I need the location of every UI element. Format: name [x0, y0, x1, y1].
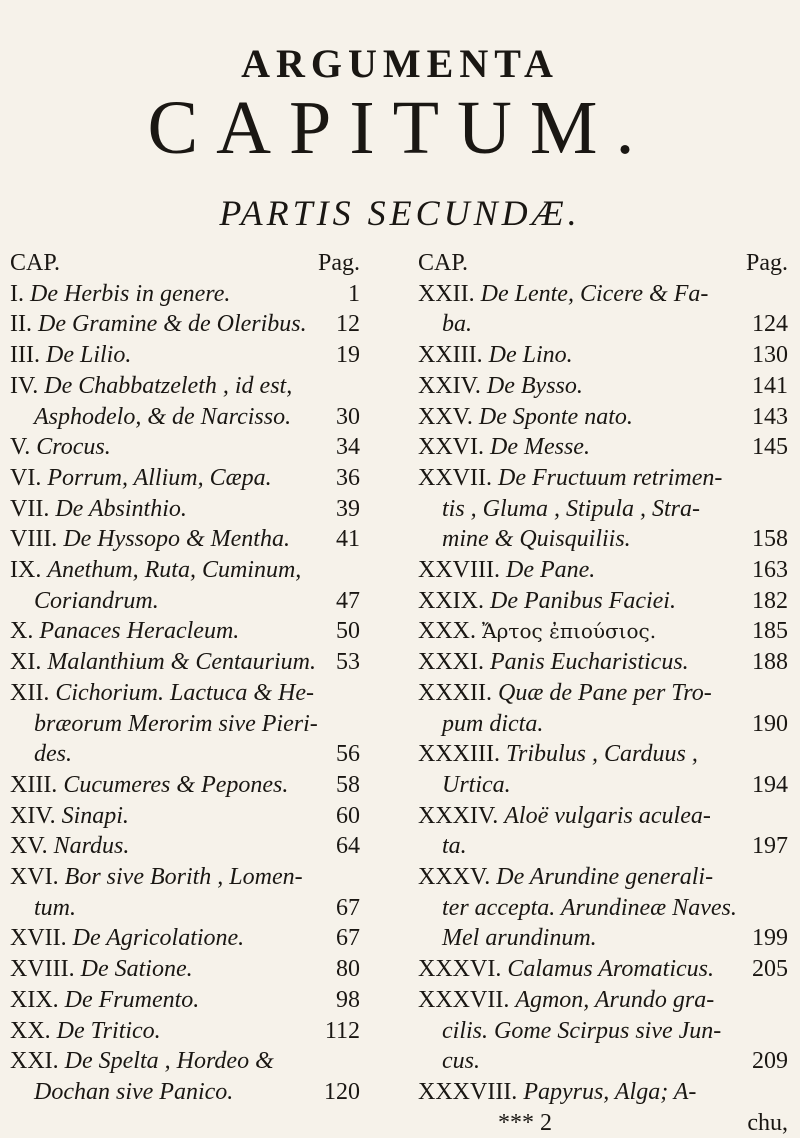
toc-entry-line — [10, 862, 360, 893]
right-column-header — [418, 248, 788, 279]
chapter-title: De Messe. — [490, 434, 590, 461]
chapter-title: mine & Quisquiliis. — [442, 526, 631, 553]
chapter-title: ta. — [442, 833, 467, 860]
toc-entry-line — [10, 616, 360, 647]
chapter-title: De Gramine & de Oleribus. — [37, 311, 307, 338]
page-number: 58 — [336, 771, 360, 798]
toc-entry — [10, 678, 360, 770]
chapter-number: XXXIV. — [418, 802, 499, 829]
toc-entry — [418, 616, 788, 647]
toc-entry-line — [418, 739, 788, 770]
chapter-title: bræorum Merorim sive Pieri- — [34, 710, 318, 737]
toc-entry-line — [418, 1077, 788, 1108]
toc-entry — [418, 801, 788, 862]
toc-entry — [418, 985, 788, 1077]
page-number: 30 — [336, 403, 360, 430]
chapter-title: De Tritico. — [56, 1017, 161, 1044]
chapter-title: Porrum, Allium, Cæpa. — [47, 464, 272, 491]
toc-entry-line — [10, 647, 360, 678]
toc-entry — [10, 770, 360, 801]
chapter-number: XI. — [10, 649, 42, 676]
toc-entry-line — [10, 739, 360, 770]
chapter-title: Panis Eucharisticus. — [490, 649, 689, 676]
page-number: 53 — [336, 649, 360, 676]
page-number: 143 — [752, 403, 788, 430]
page-number: 1 — [348, 280, 360, 307]
left-column-header — [10, 248, 360, 279]
title-argumenta: ARGUMENTA — [241, 41, 559, 86]
toc-entry-line — [418, 709, 788, 740]
page-number: 19 — [336, 342, 360, 369]
page-number: 194 — [752, 771, 788, 798]
toc-entry-line — [10, 463, 360, 494]
chapter-number: VI. — [10, 464, 42, 491]
toc-entry-line — [10, 279, 360, 310]
toc-entry — [10, 494, 360, 525]
chapter-title: De Frumento. — [64, 986, 200, 1013]
page-number: 185 — [752, 618, 788, 645]
chapter-number: XXIV. — [418, 372, 481, 399]
chapter-title: De Bysso. — [486, 372, 583, 399]
toc-entry-line — [10, 432, 360, 463]
page-number: 98 — [336, 986, 360, 1013]
toc-entry-line — [10, 1016, 360, 1047]
chapter-title: Calamus Aromaticus. — [507, 956, 715, 983]
left-entries — [10, 279, 360, 1108]
right-entries — [418, 279, 788, 1108]
page-number: 67 — [336, 925, 360, 952]
chapter-title: Nardus. — [53, 833, 130, 860]
cap-label: CAP. — [418, 250, 469, 276]
toc-entry — [10, 463, 360, 494]
toc-entry — [418, 555, 788, 586]
toc-entry-line — [418, 801, 788, 832]
toc-entry-line — [10, 923, 360, 954]
page-number: 182 — [752, 587, 788, 614]
chapter-number: X. — [10, 618, 34, 645]
toc-entry-line — [418, 402, 788, 433]
toc-entry — [10, 616, 360, 647]
chapter-title: Ἄρτος ἐπιούσιος. — [482, 619, 657, 644]
chapter-title: Cichorium. Lactuca & He- — [55, 679, 314, 706]
chapter-title: De Lino. — [488, 342, 573, 369]
toc-entry-line — [418, 678, 788, 709]
toc-entry — [418, 463, 788, 555]
page-number: 47 — [336, 587, 360, 614]
toc-entry-line — [418, 954, 788, 985]
toc-entry-line — [10, 309, 360, 340]
toc-entry-line — [10, 524, 360, 555]
page-number: 145 — [752, 434, 788, 461]
page-number: 130 — [752, 342, 788, 369]
chapter-number: XVII. — [10, 925, 67, 952]
toc-entry-line — [418, 616, 788, 647]
chapter-number: XXIII. — [418, 342, 483, 369]
toc-entry-line — [10, 371, 360, 402]
chapter-title: pum dicta. — [442, 710, 544, 737]
toc-entry-line — [418, 831, 788, 862]
toc-entry-line — [418, 923, 788, 954]
chapter-title: Panaces Heracleum. — [39, 618, 240, 645]
toc-entry-line — [418, 463, 788, 494]
toc-entry — [418, 647, 788, 678]
chapter-number: V. — [10, 434, 31, 461]
toc-entry — [10, 801, 360, 832]
chapter-title: De Herbis in genere. — [30, 280, 231, 307]
chapter-title: Malanthium & Centaurium. — [47, 649, 316, 676]
chapter-title: De Sponte nato. — [478, 403, 633, 430]
toc-entry — [10, 432, 360, 463]
toc-entry — [418, 862, 788, 954]
chapter-title: Anethum, Ruta, Cuminum, — [47, 557, 302, 584]
toc-entry-line — [10, 555, 360, 586]
page-number: 120 — [324, 1078, 360, 1105]
chapter-title: Cucumeres & Pepones. — [63, 771, 289, 798]
chapter-title: cus. — [442, 1048, 480, 1075]
page-number: 64 — [336, 833, 360, 860]
chapter-number: I. — [10, 280, 24, 307]
toc-entry-line — [10, 893, 360, 924]
chapter-title: ter accepta. Arundineæ Naves. — [442, 894, 737, 921]
page-number: 141 — [752, 372, 788, 399]
chapter-number: XXXV. — [418, 864, 491, 891]
chapter-title: Aloë vulgaris aculea- — [504, 802, 711, 829]
toc-entry — [10, 923, 360, 954]
page-number: 209 — [752, 1048, 788, 1075]
toc-entry-line — [10, 1046, 360, 1077]
toc-entry — [418, 371, 788, 402]
toc-entry-line — [10, 340, 360, 371]
chapter-number: XXV. — [418, 403, 473, 430]
toc-entry-line — [10, 770, 360, 801]
page-number: 50 — [336, 618, 360, 645]
toc-entry-line — [10, 1077, 360, 1108]
chapter-title: Bor sive Borith , Lomen- — [64, 864, 303, 891]
chapter-number: XXXVIII. — [418, 1078, 518, 1105]
chapter-number: VIII. — [10, 526, 58, 553]
toc-entry-line — [418, 309, 788, 340]
chapter-number: XXVI. — [418, 434, 484, 461]
chapter-title: De Fructuum retrimen- — [497, 464, 723, 491]
chapter-title: De Arundine generali- — [496, 864, 714, 891]
chapter-number: IX. — [10, 557, 42, 584]
title-partis-secundae: PARTIS SECUNDÆ. — [219, 193, 581, 233]
toc-entry — [10, 647, 360, 678]
chapter-title: Agmon, Arundo gra- — [515, 986, 715, 1013]
toc-left-column — [10, 248, 360, 1108]
toc-entry — [10, 985, 360, 1016]
chapter-number: XII. — [10, 679, 50, 706]
chapter-title: De Satione. — [80, 956, 193, 983]
chapter-title: des. — [34, 741, 72, 768]
toc-entry-line — [418, 371, 788, 402]
page-number: 60 — [336, 802, 360, 829]
toc-entry — [418, 402, 788, 433]
chapter-title: De Chabbatzeleth , id est, — [44, 372, 293, 399]
chapter-title: De Absinthio. — [55, 495, 187, 522]
chapter-title: ba. — [442, 311, 472, 338]
toc-entry-line — [418, 524, 788, 555]
page-number: 39 — [336, 495, 360, 522]
toc-entry-line — [418, 279, 788, 310]
toc-entry — [10, 371, 360, 432]
chapter-title: Dochan sive Panico. — [34, 1078, 234, 1105]
chapter-number: XXI. — [10, 1048, 59, 1075]
chapter-number: XIX. — [10, 986, 59, 1013]
page-number: 56 — [336, 741, 360, 768]
toc-entry-line — [418, 862, 788, 893]
page-number: 205 — [752, 956, 788, 983]
chapter-number: XXXIII. — [418, 741, 500, 768]
chapter-title: Mel arundinum. — [442, 925, 597, 952]
chapter-number: XXVIII. — [418, 557, 500, 584]
chapter-title: De Hyssopo & Mentha. — [63, 526, 290, 553]
chapter-title: Coriandrum. — [34, 587, 159, 614]
chapter-title: De Spelta , Hordeo & — [64, 1048, 274, 1075]
toc-entry — [10, 309, 360, 340]
toc-entry — [10, 862, 360, 923]
chapter-number: II. — [10, 311, 32, 338]
toc-entry-line — [10, 586, 360, 617]
chapter-title: tis , Gluma , Stipula , Stra- — [442, 495, 701, 522]
chapter-number: XXXVI. — [418, 956, 502, 983]
toc-entry-line — [10, 494, 360, 525]
toc-entry-line — [418, 432, 788, 463]
toc-entry-line — [418, 647, 788, 678]
chapter-number: XXXII. — [418, 679, 492, 706]
page-number: 80 — [336, 956, 360, 983]
chapter-number: III. — [10, 342, 40, 369]
toc-entry — [10, 1016, 360, 1047]
pag-label: Pag. — [746, 250, 788, 276]
signature-mark: *** 2 — [498, 1109, 552, 1136]
chapter-number: VII. — [10, 495, 50, 522]
page-number: 36 — [336, 464, 360, 491]
page-number: 124 — [752, 311, 788, 338]
chapter-number: XVIII. — [10, 956, 75, 983]
catchword: chu, — [747, 1109, 788, 1136]
page-number: 41 — [336, 526, 360, 553]
toc-entry — [418, 432, 788, 463]
toc-entry-line — [10, 801, 360, 832]
toc-entry — [10, 340, 360, 371]
chapter-title: De Pane. — [505, 557, 596, 584]
toc-entry — [10, 279, 360, 310]
page-number: 163 — [752, 557, 788, 584]
chapter-number: IV. — [10, 372, 39, 399]
chapter-title: De Panibus Faciei. — [490, 587, 676, 614]
chapter-title: Asphodelo, & de Narcisso. — [34, 403, 292, 430]
toc-entry-line — [418, 494, 788, 525]
pag-label: Pag. — [318, 250, 360, 276]
toc-entry — [10, 555, 360, 616]
toc-entry-line — [418, 770, 788, 801]
toc-entry — [10, 831, 360, 862]
chapter-number: XXX. — [418, 618, 476, 645]
toc-entry — [418, 1077, 788, 1108]
chapter-number: XX. — [10, 1017, 51, 1044]
page-number: 199 — [752, 925, 788, 952]
toc-entry — [418, 739, 788, 800]
page-number: 67 — [336, 894, 360, 921]
chapter-title: Papyrus, Alga; A- — [523, 1078, 697, 1105]
page-number: 158 — [752, 526, 788, 553]
chapter-number: XIII. — [10, 771, 58, 798]
page-number: 112 — [324, 1017, 360, 1044]
chapter-number: XXIX. — [418, 587, 484, 614]
toc-entry-line — [10, 954, 360, 985]
toc-entry — [418, 678, 788, 739]
chapter-number: XIV. — [10, 802, 56, 829]
chapter-title: Crocus. — [36, 434, 111, 461]
signature-line — [418, 1108, 788, 1138]
chapter-title: De Agricolatione. — [72, 925, 245, 952]
chapter-title: cilis. Gome Scirpus sive Jun- — [442, 1017, 722, 1044]
toc-entry-line — [418, 586, 788, 617]
toc-right-column — [418, 248, 788, 1138]
toc-entry — [418, 279, 788, 340]
toc-entry-line — [418, 893, 788, 924]
toc-entry-line — [418, 985, 788, 1016]
toc-entry — [418, 586, 788, 617]
page-number: 190 — [752, 710, 788, 737]
toc-entry-line — [10, 678, 360, 709]
toc-entry-line — [10, 402, 360, 433]
toc-entry — [418, 340, 788, 371]
toc-entry-line — [10, 709, 360, 740]
chapter-number: XXVII. — [418, 464, 492, 491]
page-number: 34 — [336, 434, 360, 461]
chapter-title: De Lente, Cicere & Fa- — [480, 280, 709, 307]
chapter-title: Quæ de Pane per Tro- — [497, 679, 712, 706]
toc-entry-line — [10, 985, 360, 1016]
page-number: 12 — [336, 311, 360, 338]
chapter-number: XXII. — [418, 280, 475, 307]
toc-entry — [10, 1046, 360, 1107]
toc-entry-line — [10, 831, 360, 862]
chapter-number: XV. — [10, 833, 48, 860]
chapter-title: Tribulus , Carduus , — [505, 741, 698, 768]
page-number: 197 — [752, 833, 788, 860]
chapter-number: XXXI. — [418, 649, 484, 676]
page-number: 188 — [752, 649, 788, 676]
toc-entry-line — [418, 1016, 788, 1047]
toc-entry — [418, 954, 788, 985]
chapter-title: De Lilio. — [45, 342, 132, 369]
toc-entry-line — [418, 340, 788, 371]
cap-label: CAP. — [10, 250, 61, 276]
toc-entry — [10, 524, 360, 555]
chapter-number: XVI. — [10, 864, 59, 891]
title-capitum: CAPITUM. — [147, 86, 653, 170]
chapter-title: Sinapi. — [61, 802, 129, 829]
toc-entry — [10, 954, 360, 985]
chapter-title: Urtica. — [442, 771, 511, 798]
chapter-number: XXXVII. — [418, 986, 510, 1013]
toc-entry-line — [418, 1046, 788, 1077]
chapter-title: tum. — [34, 894, 76, 921]
toc-entry-line — [418, 555, 788, 586]
